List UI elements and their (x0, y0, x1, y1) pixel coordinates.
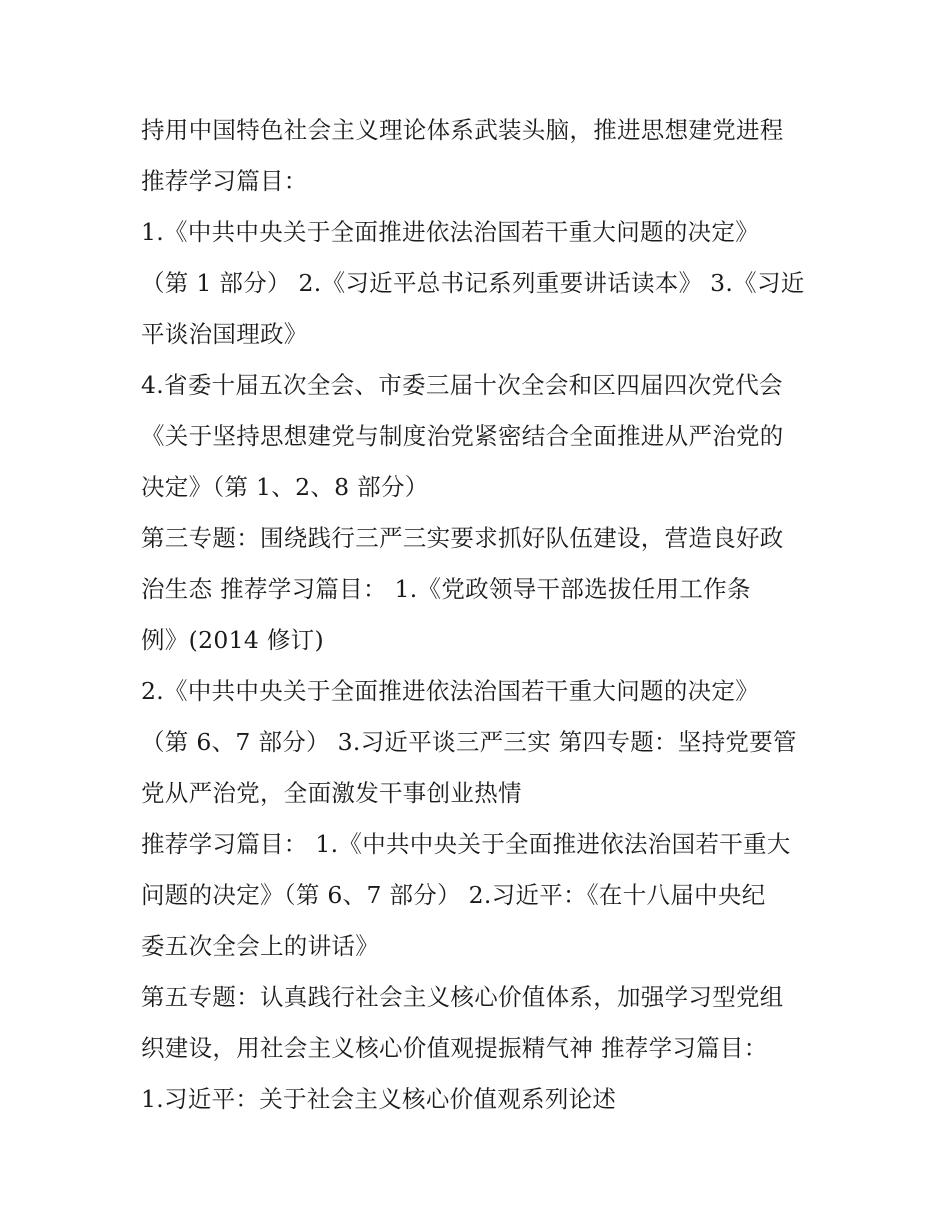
text-line: 治生态 推荐学习篇目： 1.《党政领导干部选拔任用工作条 (141, 575, 751, 603)
text-line: 党从严治党，全面激发干事创业热情 (141, 779, 522, 807)
text-line: 问题的决定》（第 6、7 部分） 2.习近平：《在十八届中央纪 (141, 881, 766, 909)
text-line: 《关于坚持思想建党与制度治党紧密结合全面推进从严治党的 (141, 422, 784, 450)
text-line: 委五次全会上的讲话》 (141, 932, 379, 960)
text-line: 平谈治国理政》 (141, 320, 308, 348)
text-line: 持用中国特色社会主义理论体系武装头脑，推进思想建党进程 (141, 116, 784, 144)
text-line: 第五专题：认真践行社会主义核心价值体系，加强学习型党组 (141, 983, 784, 1011)
text-line: 第三专题：围绕践行三严三实要求抓好队伍建设，营造良好政 (141, 524, 784, 552)
document-body (141, 105, 821, 1125)
text-line: （第 6、7 部分） 3.习近平谈三严三实 第四专题：坚持党要管 (141, 728, 797, 756)
text-line: 1.《中共中央关于全面推进依法治国若干重大问题的决定》 (141, 218, 760, 246)
text-line: 决定》（第 1、2、8 部分） (141, 473, 429, 501)
text-line: 推荐学习篇目： (141, 167, 308, 195)
text-line: 4.省委十届五次全会、市委三届十次全会和区四届四次党代会 (141, 371, 783, 399)
text-line: 例》(2014 修订) (141, 626, 324, 654)
text-line: 1.习近平：关于社会主义核心价值观系列论述 (141, 1085, 617, 1113)
text-line: （第 1 部分） 2.《习近平总书记系列重要讲话读本》 3.《习近 (141, 269, 805, 297)
text-line: 2.《中共中央关于全面推进依法治国若干重大问题的决定》 (141, 677, 760, 705)
text-line: 推荐学习篇目： 1.《中共中央关于全面推进依法治国若干重大 (141, 830, 791, 858)
text-line: 织建设，用社会主义核心价值观提振精气神 推荐学习篇目： (141, 1034, 768, 1062)
